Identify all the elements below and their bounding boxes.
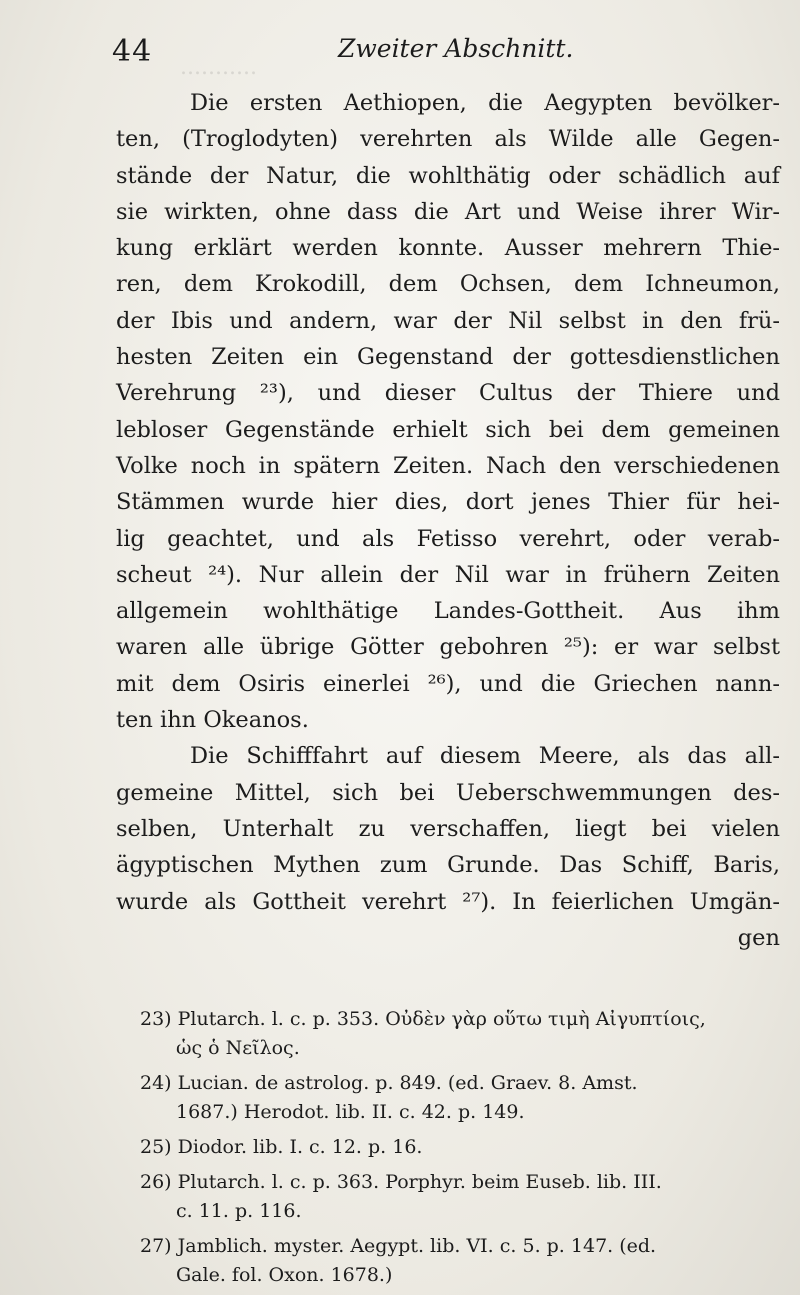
text-line: wurde als Gottheit verehrt ²⁷). In feierlichen Umgän- <box>116 888 780 915</box>
text-line: ten, (Troglodyten) verehrten als Wilde alle Gegen- <box>116 126 780 153</box>
text-line: hesten Zeiten ein Gegenstand der gottesdienstlichen <box>116 344 780 371</box>
text-line: waren alle übrige Götter gebohren ²⁵): er war selbst <box>116 634 780 661</box>
footnote-line: Gale. fol. Oxon. 1678.) <box>176 1264 393 1286</box>
text-line: stände der Natur, die wohlthätig oder schädlich auf <box>116 162 780 189</box>
footnote-line: 26) Plutarch. l. c. p. 363. Porphyr. beim Euseb. lib. III. <box>140 1171 662 1193</box>
text-line: ren, dem Krokodill, dem Ochsen, dem Ichneumon, <box>116 271 780 298</box>
footnote-26 <box>140 1168 780 1226</box>
text-line: selben, Unterhalt zu verschaffen, liegt bei vielen <box>116 815 780 842</box>
text-line: Verehrung ²³), und dieser Cultus der Thiere und <box>116 380 780 407</box>
footnote-24 <box>140 1069 780 1127</box>
page-number: 44 <box>112 34 153 69</box>
text-line: Volke noch in spätern Zeiten. Nach den verschiedenen <box>116 452 780 479</box>
text-line: Die Schifffahrt auf diesem Meere, als das all- <box>190 743 780 770</box>
text-line: gemeine Mittel, sich bei Ueberschwemmungen des- <box>116 779 780 806</box>
footnote-23 <box>140 1005 780 1063</box>
footnote-line: c. 11. p. 116. <box>176 1200 302 1222</box>
text-line: mit dem Osiris einerlei ²⁶), und die Griechen nann- <box>116 670 780 697</box>
footnote-line: 25) Diodor. lib. I. c. 12. p. 16. <box>140 1136 423 1158</box>
footnote-line: 27) Jamblich. myster. Aegypt. lib. VI. c. 5. p. 147. (ed. <box>140 1235 657 1257</box>
paragraph-2 <box>116 738 780 919</box>
running-head: Zweiter Abschnitt. <box>338 34 574 63</box>
footnote-line: 1687.) Herodot. lib. II. c. 42. p. 149. <box>176 1101 525 1123</box>
text-line: allgemein wohlthätige Landes-Gottheit. Aus ihm <box>116 598 780 625</box>
bleed-through-text: ........... <box>180 55 257 80</box>
text-line: lig geachtet, und als Fetisso verehrt, oder verab- <box>116 525 780 552</box>
text-line: scheut ²⁴). Nur allein der Nil war in frühern Zeiten <box>116 561 780 588</box>
text-line: sie wirkten, ohne dass die Art und Weise ihrer Wir- <box>116 198 780 225</box>
footnote-27 <box>140 1232 780 1290</box>
text-line: der Ibis und andern, war der Nil selbst in den frü- <box>116 307 780 334</box>
catchword: gen <box>737 924 780 951</box>
text-line: kung erklärt werden konnte. Ausser mehrern Thie- <box>116 235 780 262</box>
text-line: Die ersten Aethiopen, die Aegypten bevölker- <box>190 90 780 116</box>
page-header <box>112 30 760 70</box>
footnote-line: 23) Plutarch. l. c. p. 353. Οὐδὲν γὰρ οὕτω τιμὴ Αἰγυπτίοις, <box>140 1008 706 1030</box>
footnote-line: 24) Lucian. de astrolog. p. 849. (ed. Graev. 8. Amst. <box>140 1072 638 1094</box>
body-text <box>116 85 780 956</box>
footnote-line: ὡς ὁ Νεῖλος. <box>176 1037 300 1059</box>
footnote-25 <box>140 1133 780 1162</box>
text-line: ten ihn Okeanos. <box>116 707 309 734</box>
paragraph-1 <box>116 85 780 738</box>
footnotes <box>140 1005 780 1290</box>
text-line: Stämmen wurde hier dies, dort jenes Thier für hei- <box>116 489 780 516</box>
text-line: lebloser Gegenstände erhielt sich bei dem gemeinen <box>116 416 780 443</box>
text-line: ägyptischen Mythen zum Grunde. Das Schiff, Baris, <box>116 852 780 879</box>
